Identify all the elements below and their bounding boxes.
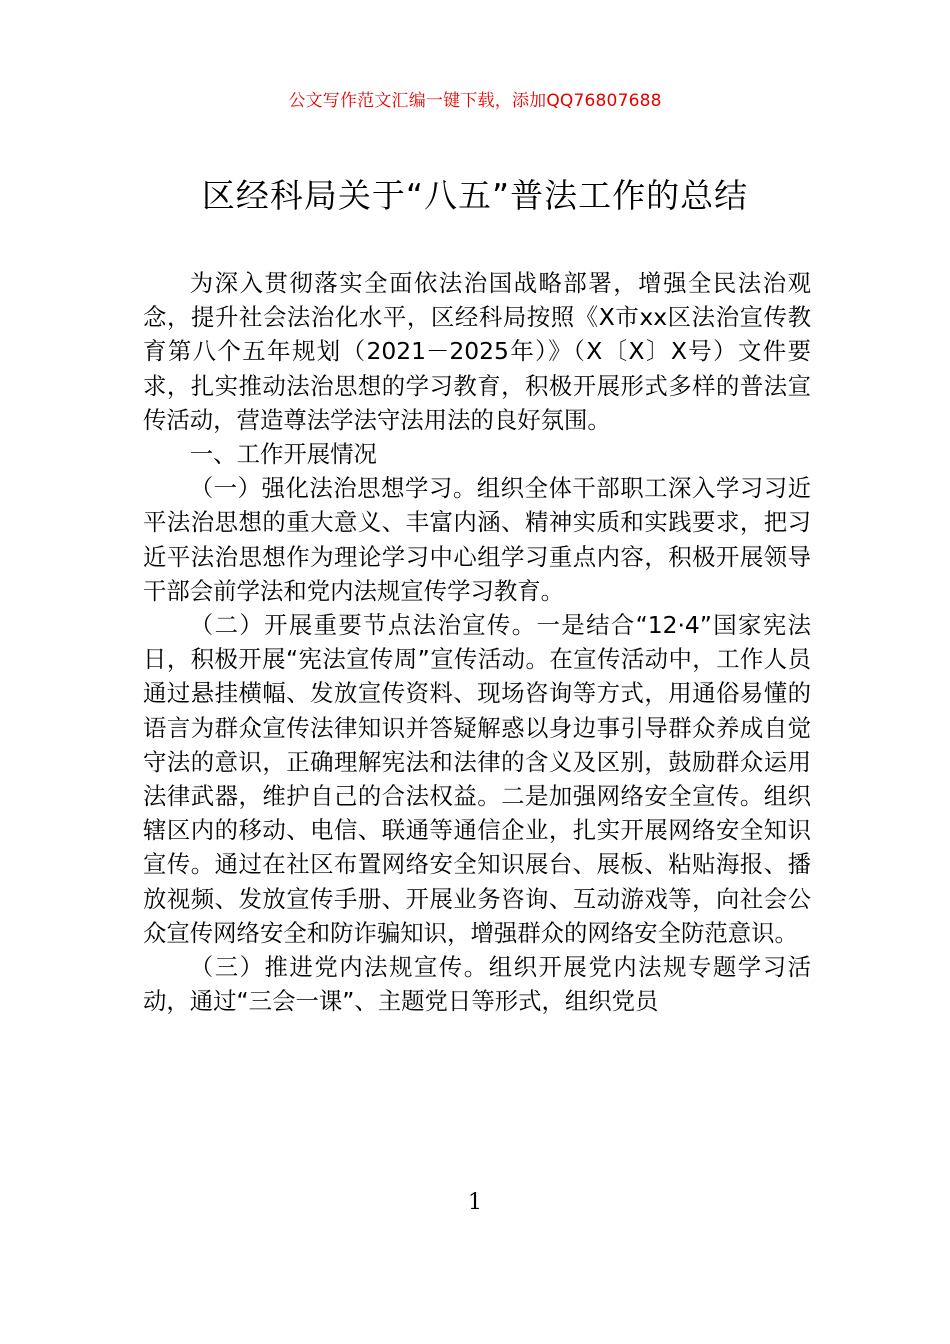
document-title: 区经科局关于“八五”普法工作的总结	[201, 176, 749, 215]
body-paragraph: （二）开展重要节点法治宣传。一是结合“12·4”国家宪法日，积极开展“宪法宣传周”宣传活动。在宣传活动中，工作人员通过悬挂横幅、发放宣传资料、现场咨询等方式，用通俗易懂的语言为群众宣传法律知识并答疑解惑以身边事引导群众养成自觉守法的意识，正确理解宪法和法律的含义及区别，鼓励群众运用法律武器，维护自己的合法权益。二是加强网络安全宣传。组织辖区内的移动、电信、联通等通信企业，扎实开展网络安全知识宣传。通过在社区布置网络安全知识展台、展板、粘贴海报、播放视频、发放宣传手册、开展业务咨询、互动游戏等，向社会公众宣传网络安全和防诈骗知识，增强群众的网络安全防范意识。	[143, 611, 811, 947]
body-paragraph: （三）推进党内法规宣传。组织开展党内法规专题学习活动，通过“三会一课”、主题党日等形式，组织党员	[143, 953, 811, 1016]
download-banner: 公文写作范文汇编一键下载，添加QQ76807688	[288, 91, 662, 111]
document-body	[143, 266, 811, 1018]
intro-paragraph: 为深入贯彻落实全面依法治国战略部署，增强全民法治观念，提升社会法治化水平，区经科局按照《X市xx区法治宣传教育第八个五年规划（2021－2025年）》（X〔X〕X号）文件要求，扎实推动法治思想的学习教育，积极开展形式多样的普法宣传活动，营造尊法学法守法用法的良好氛围。	[143, 269, 811, 434]
page-number: 1	[468, 1190, 482, 1215]
body-paragraph: （一）强化法治思想学习。组织全体干部职工深入学习习近平法治思想的重大意义、丰富内涵、精神实质和实践要求，把习近平法治思想作为理论学习中心组学习重点内容，积极开展领导干部会前学法和党内法规宣传学习教育。	[143, 474, 811, 605]
section-heading: 一、工作开展情况	[189, 440, 377, 469]
